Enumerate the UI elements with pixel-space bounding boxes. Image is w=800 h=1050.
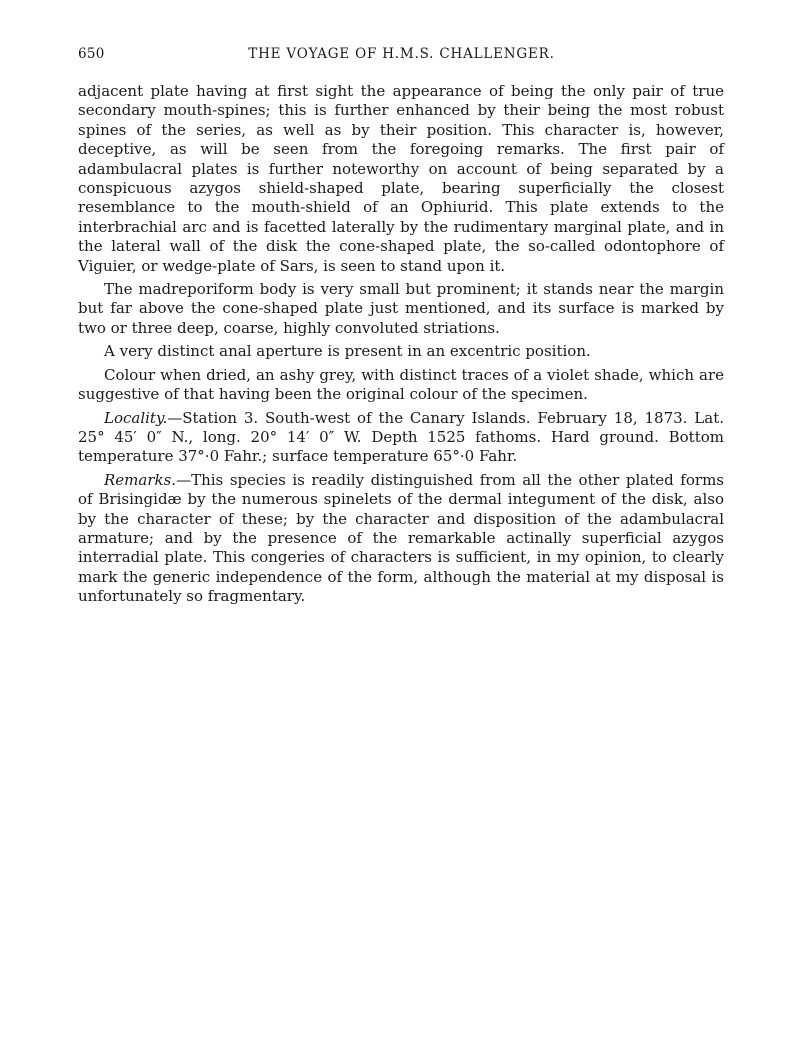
paragraph-madreporiform	[78, 280, 724, 338]
paragraph-lead: Locality.	[104, 408, 168, 427]
paragraph-lead: Remarks.	[104, 470, 177, 489]
paragraph-anal-aperture	[78, 342, 724, 361]
page-header	[78, 46, 725, 66]
paragraph-text: —This species is readily distinguished from all the other plated forms of Brisingidæ by the numerous spinelets of the dermal integument of the disk, also by the character of these; by the character and disposition of the adambulacral armature; and by the presence of the remarkable actinally superficial azygos interradial plate. This congeries of characters is sufficient, in my opinion, to clearly mark the generic independence of the form, although the material at my disposal is unfortunately so fragmentary.	[78, 470, 724, 606]
paragraph-text: A very distinct anal aperture is present in an excentric position.	[104, 342, 591, 361]
paragraph-text: adjacent plate having at first sight the appearance of being the only pair of true secondary mouth-spines; this is further enhanced by their being the most robust spines of the series, as well as by their position. This character is, however, deceptive, as will be seen from the foregoing remarks. The first pair of adambulacral plates is further noteworthy on account of being separated by a conspicuous azygos shield-shaped plate, bearing superficially the closest resemblance to the mouth-shield of an Ophiurid. This plate extends to the interbrachial arc and is facetted laterally by the rudimentary marginal plate, and in the lateral wall of the disk the cone-shaped plate, the so-called odontophore of Viguier, or wedge-plate of Sars, is seen to stand upon it.	[78, 82, 724, 275]
paragraph-text: Colour when dried, an ashy grey, with distinct traces of a violet shade, which are suggestive of that having been the original colour of the specimen.	[78, 365, 724, 404]
paragraph-colour	[78, 366, 724, 405]
paragraph-text: The madreporiform body is very small but prominent; it stands near the margin but far above the cone-shaped plate just mentioned, and its surface is marked by two or three deep, coarse, highly convoluted striations.	[78, 280, 724, 337]
page-number: 650	[78, 46, 105, 62]
paragraph-remarks	[78, 471, 724, 607]
paragraph-text: —Station 3. South-west of the Canary Islands. February 18, 1873. Lat. 25° 45′ 0″ N., long. 20° 14′ 0″ W. Depth 1525 fathoms. Hard ground. Bottom temperature 37°·0 Fahr.; surface temperature 65°·0 Fahr.	[78, 408, 724, 466]
paragraph-continuation	[78, 82, 724, 276]
body-text	[78, 82, 724, 611]
paragraph-locality	[78, 409, 724, 467]
running-title: THE VOYAGE OF H.M.S. CHALLENGER.	[248, 46, 555, 62]
